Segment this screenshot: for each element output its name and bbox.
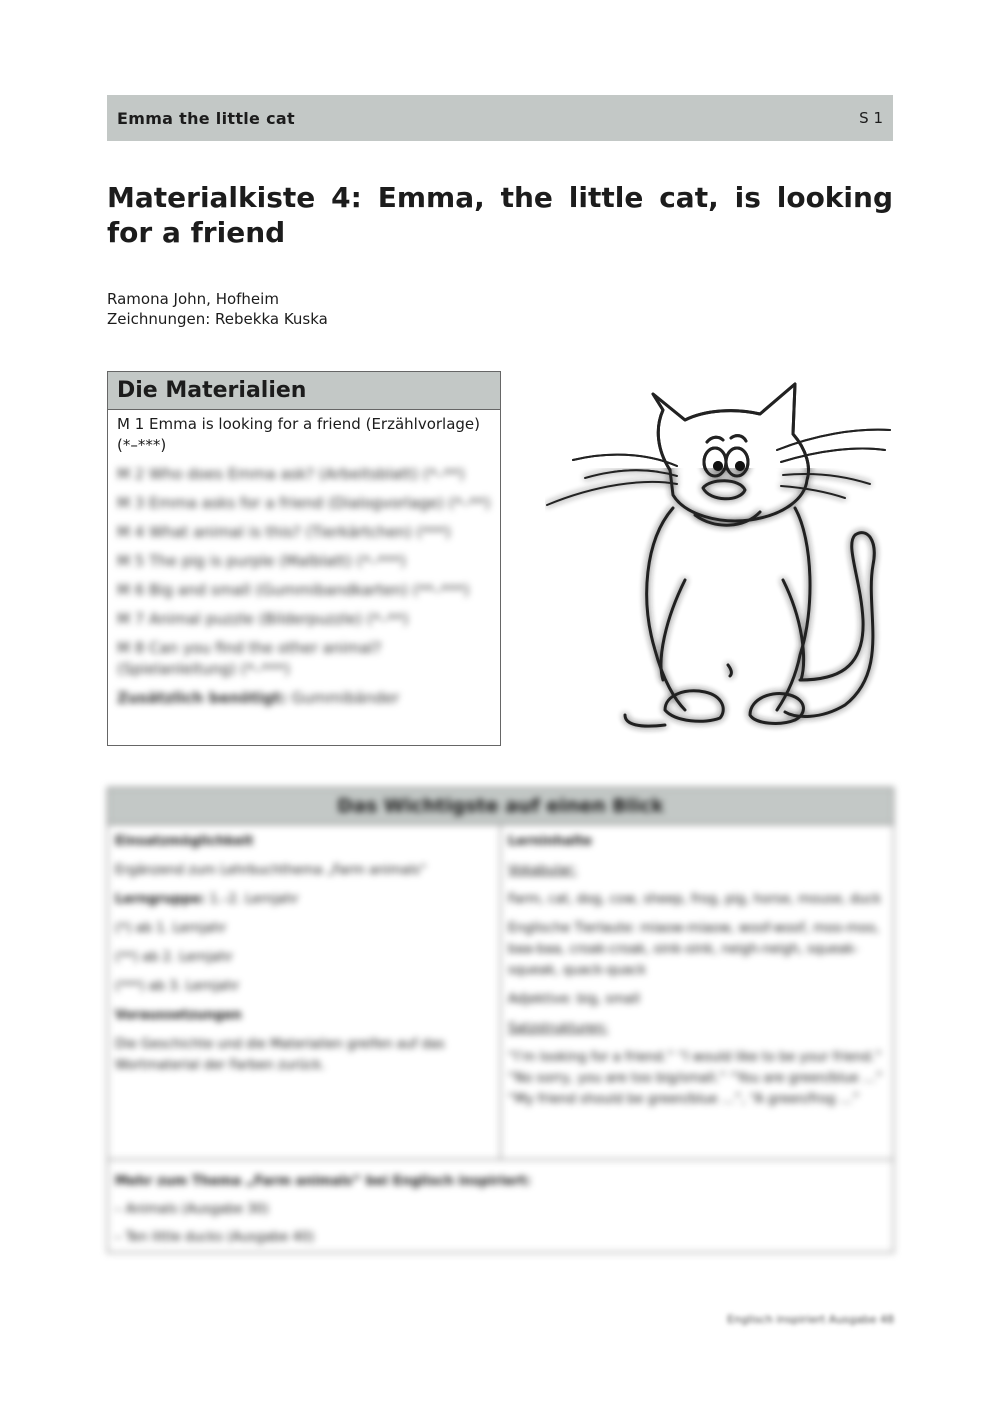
overview-table [107,787,894,1253]
content-label: Lerninhalte [508,834,592,849]
overview-left-column [108,825,501,1159]
more-item: – Ten little ducks (Ausgabe 40) [115,1230,315,1245]
use-label: Einsatzmöglichkeit [115,834,254,849]
groups-value: 1.–2. Lernjahr [209,892,299,907]
use-text: Ergänzend zum Lehrbuchthema „Farm animals“ [115,863,427,878]
more-item: – Animals (Ausgabe 30) [115,1202,269,1217]
header-title: Emma the little cat [117,108,295,128]
author-name: Ramona John, Hofheim [107,290,279,308]
vocab-label: Vokabular: [508,863,577,878]
materials-extra-label: Zusätzlich benötigt: [117,689,287,707]
overview-heading: Das Wichtigste auf einen Blick [108,788,893,825]
materials-blurred-section [117,464,492,709]
prereq-label: Voraussetzungen [115,1008,242,1023]
header-bar [107,95,893,141]
groups-row [115,889,493,910]
overview-grid [108,825,893,1160]
footer: Englisch inspiriert Ausgabe 48 [727,1313,894,1326]
adjectives-text: Adjektive: big, small [508,992,640,1007]
material-item: M 7 Animal puzzle (Bilderpuzzle) (*–**) [117,610,409,628]
material-item: M 8 Can you find the other animal? (Spielanleitung) (*–***) [117,639,382,678]
material-item: M 3 Emma asks for a friend (Dialogvorlage) (*–**) [117,494,491,512]
materials-heading: Die Materialien [108,372,500,410]
level-1: (*) ab 1. Lernjahr [115,921,227,936]
level-3: (***) ab 3. Lernjahr [115,979,240,994]
cat-illustration [545,380,895,740]
level-2: (**) ab 2. Lernjahr [115,950,233,965]
materials-extra-value: Gummibänder [291,689,400,707]
material-item: M 1 Emma is looking for a friend (Erzählvorlage) (*–***) [117,415,481,454]
material-item: M 2 Who does Emma ask? (Arbeitsblatt) (*–**) [117,465,465,483]
author-block [107,289,328,329]
materials-box [107,371,501,746]
sounds-text: Englische Tierlaute: miaow-miaow, woof-woof, moo-moo, baa-baa, croak-croak, oink-oink, neigh-neigh, squeak-squeak, quack-quack [508,921,880,978]
phrases-text: “I’m looking for a friend.” “I would like to be your friend.” “No sorry, you are too big/small.” “You are green/blue …” “My friend should be green/blue …”, “A green/frog …” [508,1050,883,1107]
groups-label: Lerngruppe: [115,892,206,907]
material-item: M 5 The pig is purple (Malblatt) (*–***) [117,552,406,570]
illustrator-name: Zeichnungen: Rebekka Kuska [107,310,328,328]
materials-extra [117,688,492,709]
overview-more [108,1160,893,1253]
phrases-label: Satzstrukturen: [508,1021,609,1036]
page-title: Materialkiste 4: Emma, the little cat, is looking for a friend [107,181,893,249]
material-item: M 6 Big and small (Gummibandkarten) (**–***) [117,581,470,599]
prereq-text: Die Geschichte und die Materialien greifen auf das Wortmaterial der Farben zurück. [115,1037,445,1073]
material-item: M 4 What animal is this? (Tierkärtchen) (***) [117,523,451,541]
overview-right-column [501,825,893,1159]
vocab-text: Farm, cat, dog, cow, sheep, frog, pig, horse, mouse, duck [508,892,882,907]
more-label: Mehr zum Thema „Farm animals“ bei Englisch inspiriert: [115,1174,532,1189]
page-number: S 1 [859,109,883,127]
materials-list [108,410,500,709]
